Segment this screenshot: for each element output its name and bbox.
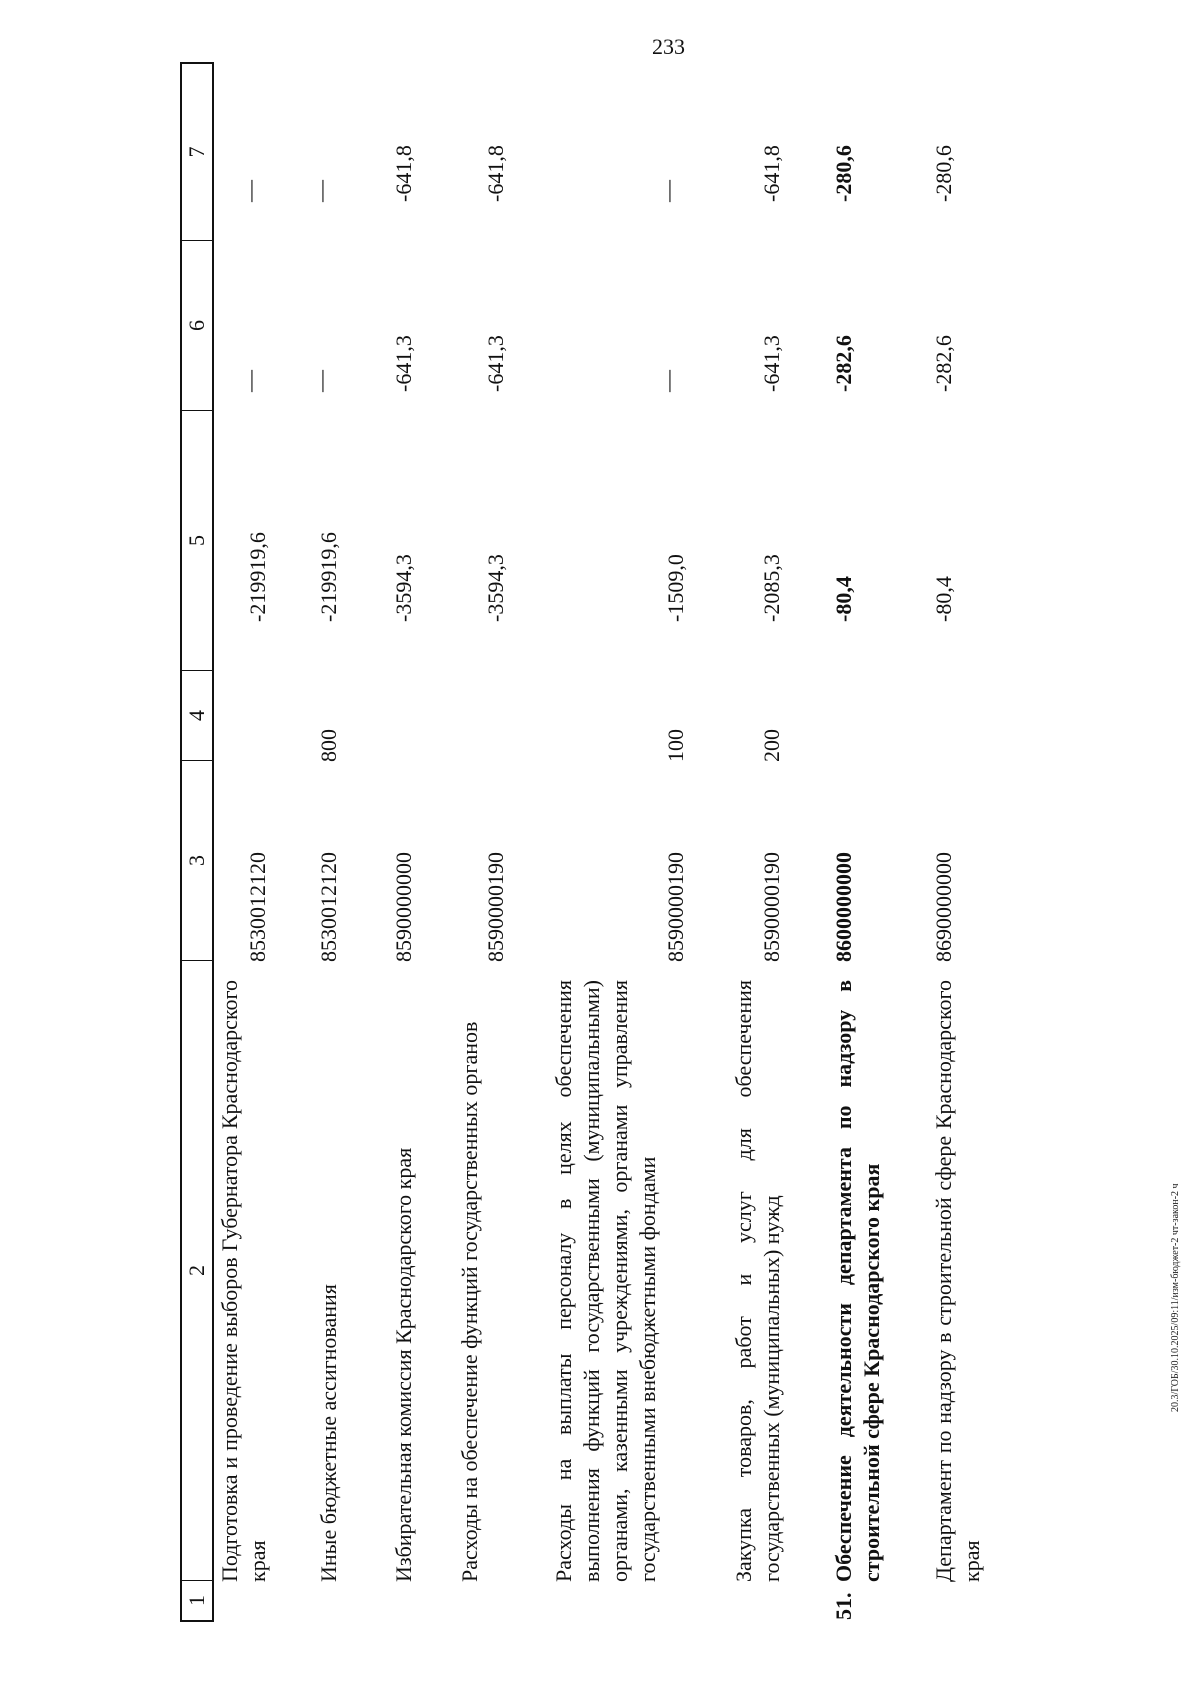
table-row (730, 62, 800, 1622)
row-name: Избирательная комиссия Краснодарского края (391, 1147, 416, 1582)
table-row (930, 62, 1000, 1622)
row-value-7: -641,8 (759, 145, 784, 202)
table-row (308, 62, 355, 1622)
row-value-7: -280,6 (931, 145, 956, 202)
row-target-code: 8530012120 (316, 852, 341, 962)
rotated-budget-table (180, 62, 1050, 1622)
header-col-3: 3 (182, 760, 212, 960)
row-value-5: -219919,6 (316, 532, 341, 622)
row-value-5: -80,4 (831, 576, 856, 622)
row-expense-type: 100 (663, 729, 688, 762)
row-name: Расходы на обеспечение функций государственных органов (457, 1021, 482, 1582)
row-name: Подготовка и проведение выборов Губернатора Краснодарского края (217, 980, 270, 1582)
table-row (216, 62, 296, 1622)
table-row (456, 62, 526, 1622)
header-col-4: 4 (182, 670, 212, 760)
page-number: 233 (652, 34, 685, 59)
row-target-code: 8590000000 (391, 852, 416, 962)
row-name: Иные бюджетные ассигнования (316, 1284, 341, 1582)
row-expense-type: 800 (316, 729, 341, 762)
table-row (390, 62, 430, 1622)
row-value-6: -282,6 (831, 335, 856, 392)
row-number: 51. (831, 1592, 856, 1620)
row-value-6: — (655, 370, 680, 392)
row-value-5: -1509,0 (663, 554, 688, 622)
row-target-code: 8590000190 (483, 852, 508, 962)
row-name: Департамент по надзору в строительной сфере Краснодарского края (931, 980, 984, 1582)
row-name: Закупка товаров, работ и услуг для обеспечения государственных (муниципальных) нужд (731, 980, 784, 1582)
row-expense-type: 200 (759, 729, 784, 762)
table-header (180, 62, 214, 1622)
row-value-5: -219919,6 (245, 532, 270, 622)
row-target-code: 8530012120 (245, 852, 270, 962)
row-value-7: — (308, 180, 333, 202)
row-value-5: -3594,3 (391, 554, 416, 622)
header-col-1: 1 (182, 1580, 212, 1620)
footer-code-text: 20.3/ГОБ/30.10.2025/09:11/изм-бюджет-2 чт-закон-2 ч (1170, 1183, 1181, 1412)
row-value-7: -641,8 (483, 145, 508, 202)
row-value-7: -641,8 (391, 145, 416, 202)
row-target-code: 8690000000 (931, 852, 956, 962)
row-value-6: -282,6 (931, 335, 956, 392)
row-value-5: -3594,3 (483, 554, 508, 622)
table-row (830, 62, 900, 1622)
row-value-6: -641,3 (391, 335, 416, 392)
row-name (830, 980, 886, 1620)
row-target-code: 8600000000 (831, 852, 856, 962)
row-value-7: — (237, 180, 262, 202)
header-col-5: 5 (182, 410, 212, 670)
row-value-6: — (237, 370, 262, 392)
row-value-6: — (308, 370, 333, 392)
header-col-7: 7 (184, 146, 209, 158)
row-value-5: -80,4 (931, 576, 956, 622)
table-row (550, 62, 700, 1622)
row-name: Расходы на выплаты персоналу в целях обеспечения выполнения функций государственными (муниципальными) органами, казенными учреждениями, органами управления государственными внебюджетными фондами (551, 980, 660, 1582)
row-target-code: 8590000190 (759, 852, 784, 962)
header-col-6: 6 (182, 240, 212, 410)
row-value-7: -280,6 (831, 145, 856, 202)
row-name-text: Обеспечение деятельности департамента по надзору в строительной сфере Краснодарского края (831, 980, 884, 1582)
row-value-6: -641,3 (483, 335, 508, 392)
row-target-code: 8590000190 (663, 852, 688, 962)
row-value-5: -2085,3 (759, 554, 784, 622)
row-value-6: -641,3 (759, 335, 784, 392)
row-value-7: — (655, 180, 680, 202)
header-col-2: 2 (182, 960, 212, 1580)
